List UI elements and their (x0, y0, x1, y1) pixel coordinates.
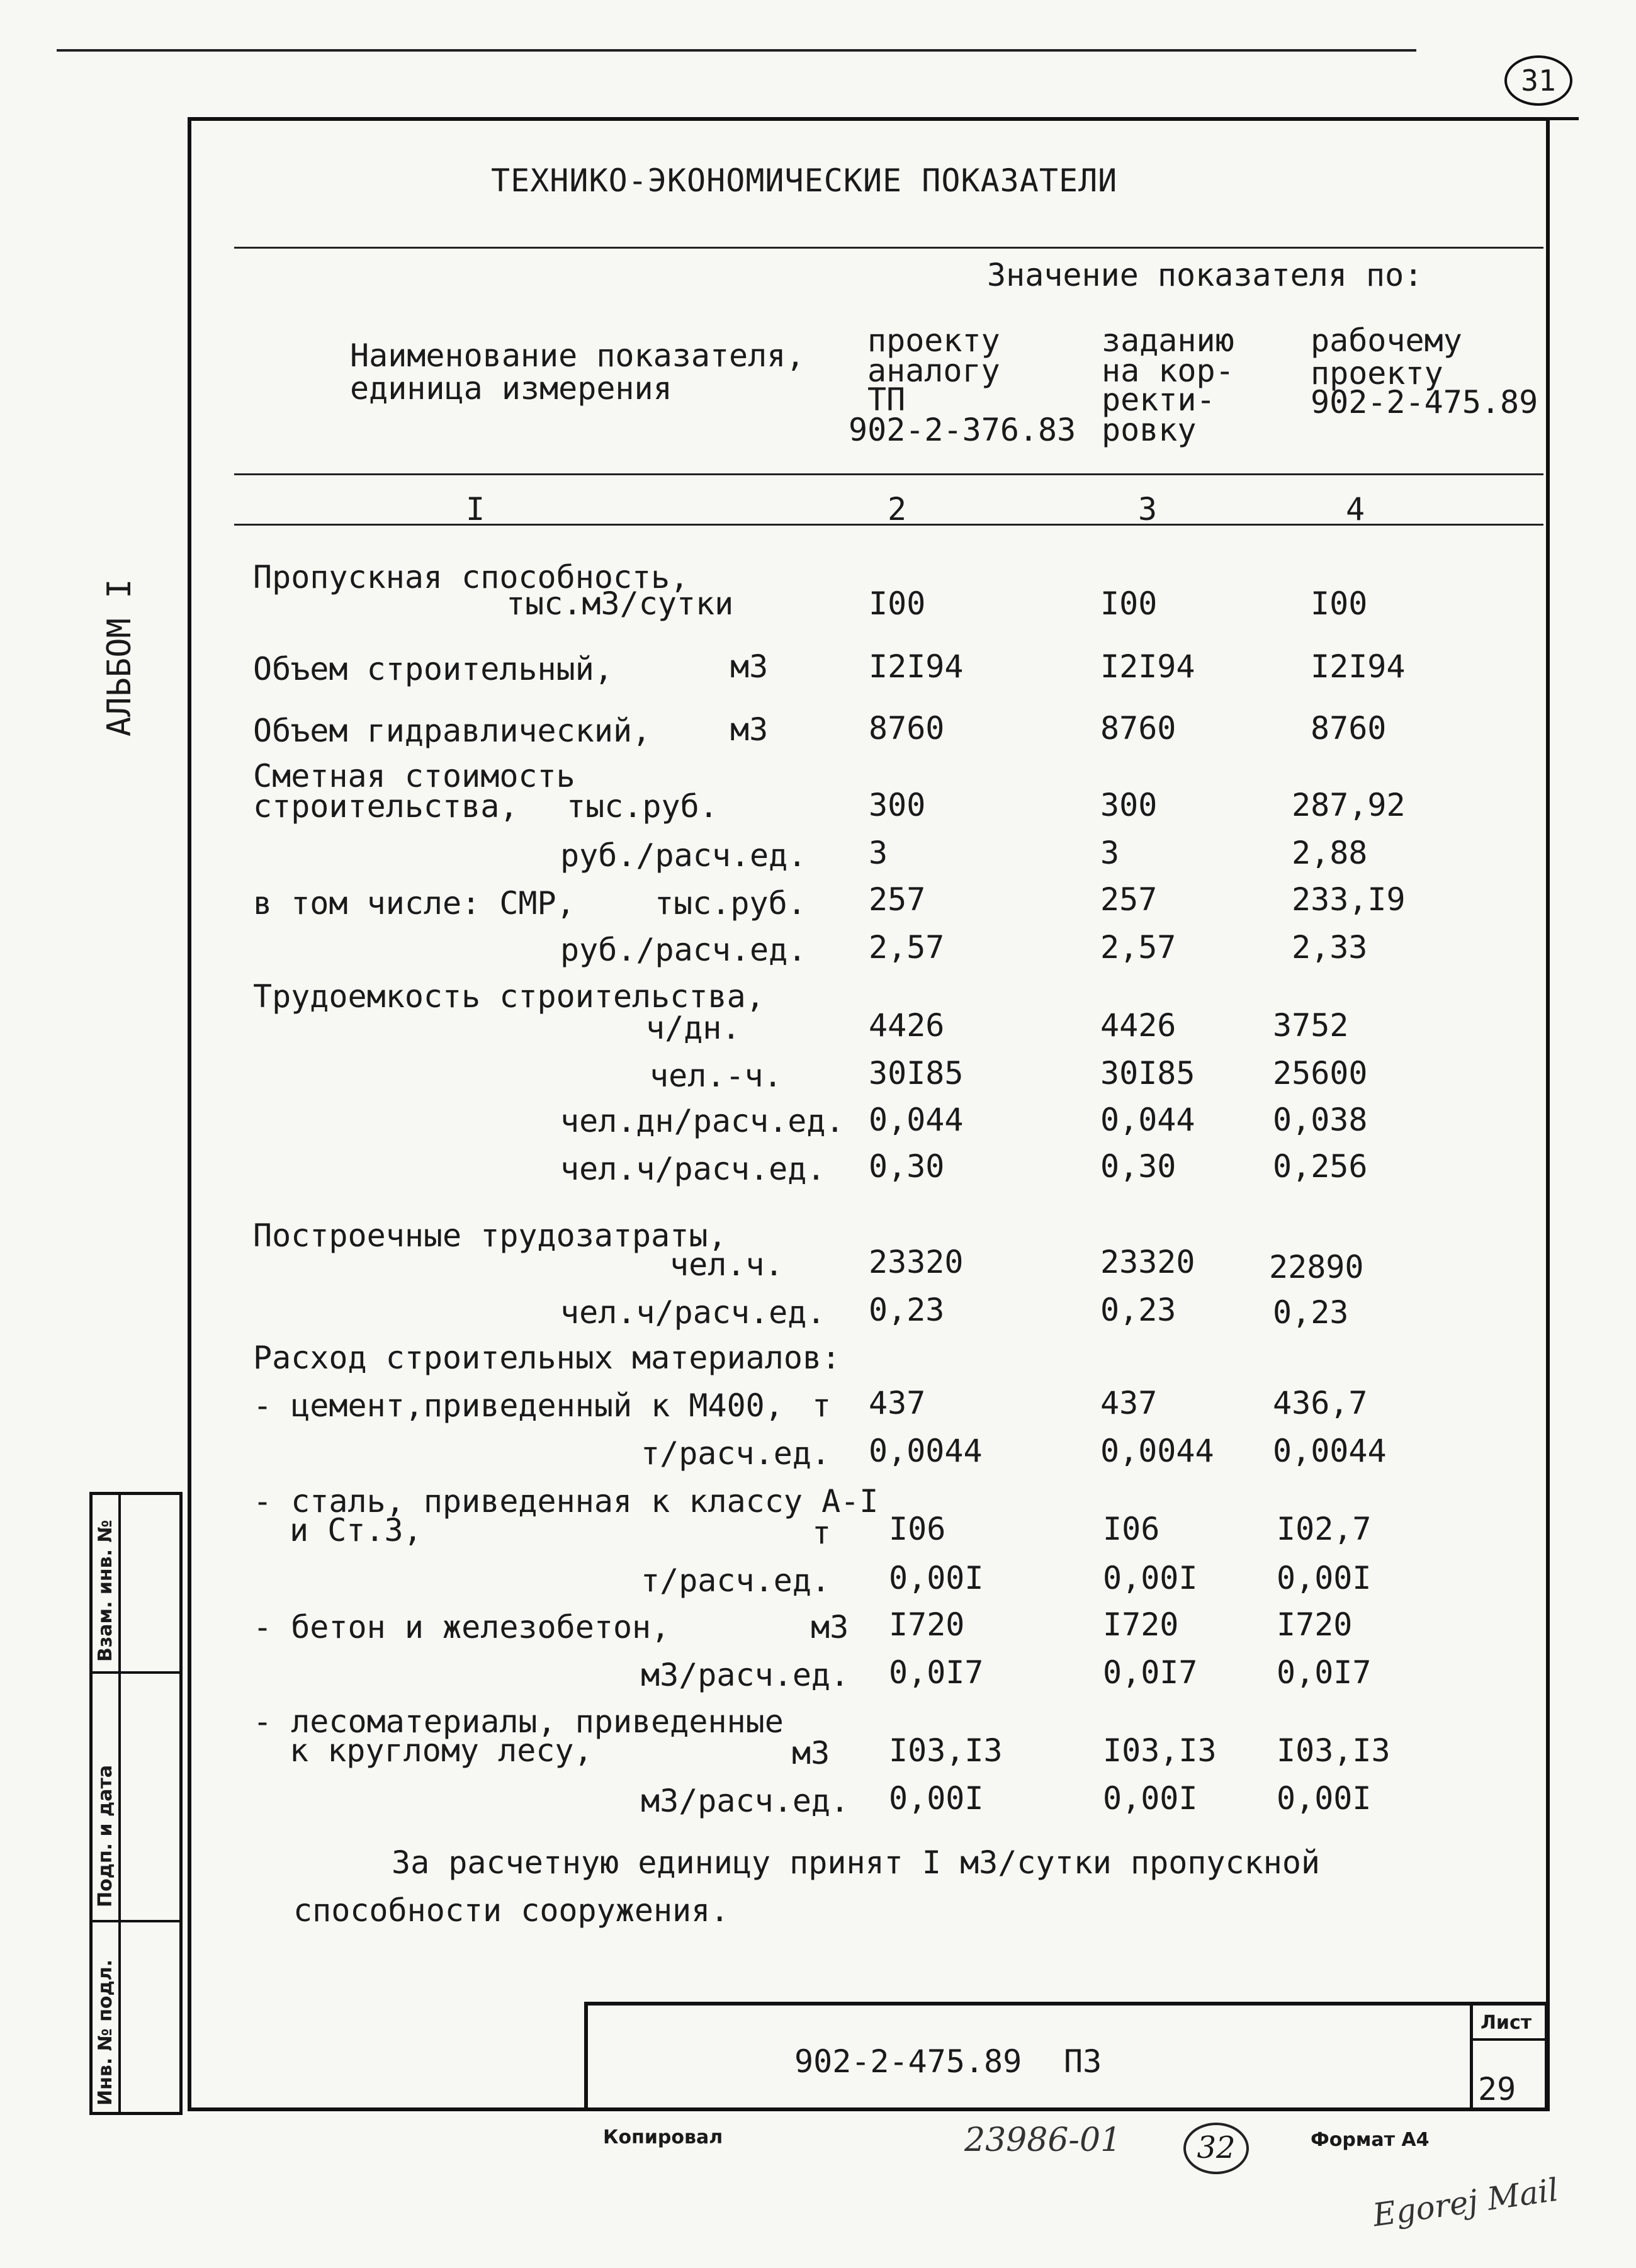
row-label-line2: к круглому лесу, (290, 1732, 593, 1769)
row-value-col4: 3752 (1273, 1007, 1349, 1044)
stamp-divider-2 (89, 1920, 183, 1922)
row-unit: т (812, 1387, 832, 1424)
row-value-col3: 300 (1100, 787, 1158, 823)
copied-label: Копировал (603, 2126, 723, 2148)
row-label: Трудоемкость строительства, (253, 978, 765, 1015)
row-value-col3: 3 (1100, 835, 1120, 871)
row-unit: чел.ч/расч.ед. (560, 1151, 826, 1187)
row-value-col2: 0,044 (869, 1102, 964, 1138)
page-title: ТЕХНИКО-ЭКОНОМИЧЕСКИЕ ПОКАЗАТЕЛИ (491, 162, 1118, 199)
col-number-2: 2 (888, 491, 907, 528)
header-bottom-rule (234, 473, 1543, 475)
row-value-col2: 2,57 (869, 929, 945, 966)
col2-header-line3: ТП (867, 381, 906, 418)
col2-header-line2: аналогу (867, 353, 1000, 389)
row-label: - цемент,приведенный к М400, (253, 1387, 784, 1424)
row-value-col3: 437 (1100, 1385, 1158, 1421)
stamp-divider-1 (89, 1671, 183, 1674)
row-value-col4: 0,038 (1273, 1102, 1368, 1138)
row-value-col3: 23320 (1100, 1244, 1195, 1280)
top-rule (57, 49, 1416, 52)
row-value-col2: 30I85 (869, 1055, 964, 1092)
col3-header-line2: на кор- (1102, 353, 1234, 389)
sheet-number: 29 (1478, 2071, 1516, 2107)
col1-header-line2: единица измерения (350, 370, 672, 407)
row-unit: т/расч.ед. (641, 1435, 831, 1472)
row-value-col2: 257 (869, 881, 926, 918)
col2-header-line4: 902-2-376.83 (849, 412, 1076, 448)
row-label: - сталь, приведенная к классу А-I (253, 1483, 879, 1520)
row-unit: тыс.руб. (655, 885, 806, 922)
row-value-col4: 233,I9 (1292, 881, 1406, 918)
note-line2: способности сооружения. (293, 1892, 730, 1929)
circled-number: 32 (1183, 2123, 1249, 2174)
row-label: Пропускная способность, (253, 559, 689, 595)
row-value-col2: 0,0044 (869, 1433, 983, 1469)
col2-header-line1: проекту (867, 322, 1000, 359)
row-unit: м3 (730, 648, 769, 685)
row-value-col2: 0,00I (889, 1780, 984, 1817)
sheet-number-divider (1470, 2038, 1549, 2041)
row-value-col3: 4426 (1100, 1007, 1176, 1044)
row-value-col3: 0,0044 (1100, 1433, 1214, 1469)
row-unit: м3/расч.ед. (641, 1657, 850, 1693)
row-value-col4: 2,88 (1292, 835, 1368, 871)
row-value-col3: 0,044 (1100, 1102, 1195, 1138)
row-value-col4: I2I94 (1311, 648, 1406, 685)
stamp-label-replacement-inv: Взам. инв. № (94, 1520, 116, 1662)
row-value-col3: I03,I3 (1103, 1732, 1217, 1769)
row-value-col3: 2,57 (1100, 929, 1176, 966)
col4-header-line2: проекту (1311, 355, 1443, 392)
row-value-col4: I03,I3 (1277, 1732, 1391, 1769)
col-number-4: 4 (1346, 491, 1365, 528)
row-value-col2: I2I94 (869, 648, 964, 685)
row-value-col2: 3 (869, 835, 888, 871)
row-unit: чел.дн/расч.ед. (560, 1103, 845, 1139)
row-value-col2: 0,00I (889, 1560, 984, 1596)
row-unit: м3/расч.ед. (641, 1783, 850, 1819)
row-label: Объем строительный, (253, 651, 613, 687)
row-value-col2: 4426 (869, 1007, 945, 1044)
row-unit: м3 (811, 1609, 849, 1645)
col-number-3: 3 (1138, 491, 1158, 528)
row-value-col2: I00 (869, 585, 926, 622)
row-value-col2: 0,23 (869, 1292, 945, 1328)
row-value-col3: 0,00I (1103, 1560, 1198, 1596)
note-line1: За расчетную единицу принят I м3/сутки пропускной (392, 1844, 1321, 1881)
row-value-col4: 8760 (1311, 710, 1387, 747)
row-value-col4: 0,0044 (1273, 1433, 1387, 1469)
row-unit: м3 (730, 711, 769, 748)
row-value-col2: 300 (869, 787, 926, 823)
row-unit: м3 (792, 1735, 830, 1771)
doc-type: ПЗ (1064, 2043, 1102, 2080)
row-unit: руб./расч.ед. (560, 932, 807, 968)
header-top-rule (234, 247, 1543, 249)
row-value-col3: I06 (1103, 1511, 1160, 1547)
row-value-col3: I00 (1100, 585, 1158, 622)
handwritten-number: 23986-01 (964, 2121, 1122, 2159)
stamp-label-sign-date: Подп. и дата (94, 1764, 116, 1907)
row-unit: чел.ч. (670, 1246, 784, 1283)
row-value-col3: 30I85 (1100, 1055, 1195, 1092)
row-value-col4: 0,0I7 (1277, 1654, 1372, 1691)
row-label: Объем гидравлический, (253, 713, 652, 749)
row-value-col3: 8760 (1100, 710, 1176, 747)
row-value-col3: 0,30 (1100, 1148, 1176, 1185)
row-value-col3: 0,23 (1100, 1292, 1176, 1328)
row-unit: ч/дн. (646, 1010, 741, 1046)
row-value-col2: 23320 (869, 1244, 964, 1280)
row-label: Расход строительных материалов: (253, 1340, 841, 1376)
row-value-col3: I2I94 (1100, 648, 1195, 685)
row-value-col4: 287,92 (1292, 787, 1406, 823)
row-value-col4: 25600 (1273, 1055, 1368, 1092)
signature: Egorej Mail (1370, 2171, 1561, 2234)
row-value-col2: I03,I3 (889, 1732, 1003, 1769)
row-label: в том числе: СМР, (253, 885, 575, 922)
sheet-top-number: 31 (1504, 55, 1572, 106)
row-unit: тыс.м3/сутки (506, 585, 734, 622)
row-value-col3: 0,00I (1103, 1780, 1198, 1817)
row-value-col4: I02,7 (1277, 1511, 1372, 1547)
col3-header-line1: заданию (1102, 322, 1234, 359)
row-value-col4: 0,23 (1273, 1294, 1349, 1331)
row-value-col4: 436,7 (1273, 1385, 1368, 1421)
row-value-col4: 0,00I (1277, 1780, 1372, 1817)
row-value-col2: I06 (889, 1511, 946, 1547)
row-unit: тыс.руб. (567, 788, 718, 825)
row-label-line2: и Ст.3, (290, 1512, 422, 1549)
row-label: - бетон и железобетон, (253, 1609, 670, 1645)
row-value-col4: 22890 (1269, 1249, 1364, 1285)
row-value-col2: 0,0I7 (889, 1654, 984, 1691)
row-value-col2: 0,30 (869, 1148, 945, 1185)
row-unit: чел.ч/расч.ед. (560, 1294, 826, 1331)
doc-code: 902-2-475.89 (794, 2043, 1022, 2080)
frame-corner-extension (1549, 117, 1579, 120)
col4-header-line3: 902-2-475.89 (1311, 384, 1538, 420)
row-value-col3: 0,0I7 (1103, 1654, 1198, 1691)
row-value-col4: I720 (1277, 1606, 1353, 1643)
row-label: Построечные трудозатраты, (253, 1217, 727, 1254)
row-label-line2: строительства, (253, 788, 519, 825)
row-unit: т/расч.ед. (641, 1562, 831, 1599)
row-value-col2: I720 (889, 1606, 965, 1643)
col1-header-line1: Наименование показателя, (350, 337, 805, 374)
col4-header-line1: рабочему (1311, 322, 1462, 359)
row-label: - лесоматериалы, приведенные (253, 1703, 784, 1740)
row-value-col3: 257 (1100, 881, 1158, 918)
format-label: Формат А4 (1311, 2129, 1430, 2151)
row-unit: руб./расч.ед. (560, 837, 807, 874)
album-label: АЛЬБОМ I (101, 578, 138, 736)
row-unit: чел.-ч. (650, 1058, 782, 1094)
row-label: Сметная стоимость (253, 758, 575, 794)
sheet-label: Лист (1481, 2012, 1532, 2034)
col3-header-line3: ректи- (1102, 381, 1216, 418)
group-header: Значение показателя по: (987, 257, 1423, 293)
row-value-col4: I00 (1311, 585, 1368, 622)
row-value-col3: I720 (1103, 1606, 1179, 1643)
stamp-label-original-inv: Инв. № подл. (94, 1959, 116, 2106)
col-number-1: I (466, 491, 485, 528)
row-value-col2: 437 (869, 1385, 926, 1421)
col3-header-line4: ровку (1102, 412, 1197, 448)
row-value-col4: 0,00I (1277, 1560, 1372, 1596)
row-value-col2: 8760 (869, 710, 945, 747)
row-unit: т (812, 1515, 832, 1551)
row-value-col4: 2,33 (1292, 929, 1368, 966)
row-value-col4: 0,256 (1273, 1148, 1368, 1185)
